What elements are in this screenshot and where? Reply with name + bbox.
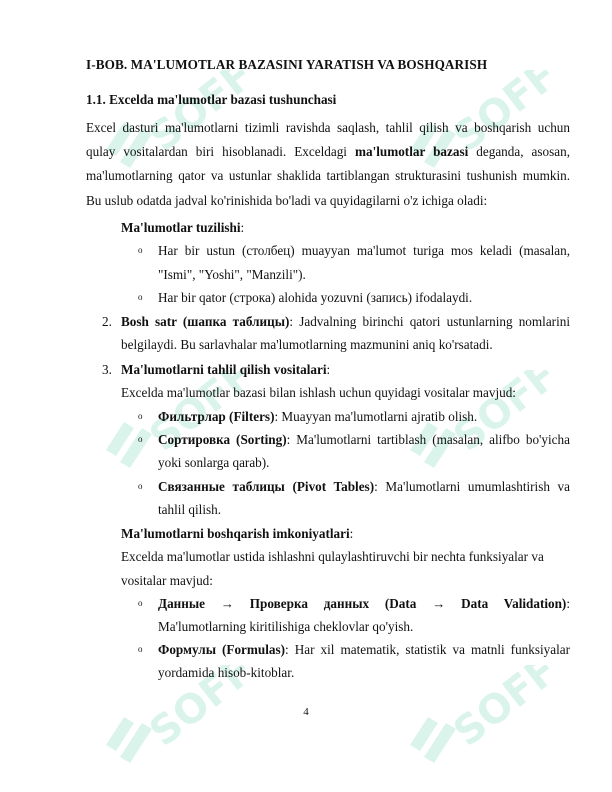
list-item-heading: [121, 522, 570, 546]
sub-bullet: [86, 286, 570, 309]
sub-bullet-term: Данные → Проверка данных (Data → Data Validation): [158, 595, 567, 611]
sub-bullet: [86, 239, 570, 285]
list-item: [86, 216, 570, 240]
sub-bullet-term: Фильтрлар (Filters): [158, 408, 275, 424]
sub-bullet-term: Сортировка (Sorting): [158, 432, 287, 448]
bullet-circle-icon: o: [138, 597, 143, 608]
svg-text:SOFF: SOFF: [141, 370, 246, 461]
sub-bullet: [86, 405, 570, 428]
intro-paragraph: [86, 116, 570, 213]
list-item-heading: [121, 358, 570, 382]
list-item-title: Ma'lumotlarni boshqarish imkoniyatlari: [121, 525, 350, 541]
sub-bullet-text: : Ma'lumotlarni umumlashtirish va tahlil qilish.: [158, 478, 570, 517]
sub-bullet: [86, 592, 570, 638]
list-item-text: [121, 310, 570, 357]
svg-text:SOFF: SOFF: [141, 70, 246, 161]
bullet-circle-icon: o: [138, 410, 143, 421]
list-number: 2.: [102, 313, 112, 329]
bullet-circle-icon: o: [138, 245, 143, 256]
list-item: [86, 310, 570, 357]
sub-bullet-text: Har bir qator (строка) alohida yozuvni (запись) ifodalaydi.: [158, 289, 473, 305]
svg-text:SOFF: SOFF: [445, 370, 550, 461]
list-number: 3.: [102, 361, 112, 377]
sub-bullet-text: : Ma'lumotlarni tartiblash (masalan, alifbo bo'yicha yoki sonlarga qarab).: [158, 432, 570, 471]
sub-bullet-term: Связанные таблицы (Pivot Tables): [158, 478, 375, 494]
bullet-circle-icon: o: [138, 434, 143, 445]
bullet-circle-icon: o: [138, 644, 143, 655]
document-body: [86, 54, 570, 685]
sub-bullet-text: : Muayyan ma'lumotlarni ajratib olish.: [274, 408, 478, 424]
list-item-suffix: :: [326, 361, 331, 377]
intro-bold-term: ma'lumotlar bazasi: [354, 144, 469, 160]
list-item-title: Ma'lumotlarni tahlil qilish vositalari: [121, 361, 327, 377]
section-title: 1.1. Excelda ma'lumotlar bazasi tushunchasi: [86, 92, 337, 107]
list-item: [86, 358, 570, 405]
page-number: 4: [303, 706, 309, 718]
bullet-circle-icon: o: [138, 480, 143, 491]
sub-bullet-term: Формулы (Formulas): [158, 642, 286, 658]
list-item-suffix: :: [349, 525, 354, 541]
list-item-intro: Excelda ma'lumotlar ustida ishlashni qulaylashtiruvchi bir nechta funksiyalar va vositalar mavjud:: [121, 549, 544, 588]
list-item-description: : Jadvalning birinchi qatori ustunlarning nomlarini belgilaydi. Bu sarlavhalar ma'lumotlarning mazmunini aniq ko'rsatadi.: [121, 313, 570, 353]
sub-bullet: [86, 475, 570, 521]
list-item-intro: Excelda ma'lumotlar bazasi bilan ishlash uchun quyidagi vositalar mavjud:: [121, 385, 516, 401]
bullet-circle-icon: o: [138, 291, 143, 302]
list-item-title: Ma'lumotlar tuzilishi: [121, 219, 241, 235]
svg-text:SOFF: SOFF: [141, 665, 246, 756]
intro-text-continued: deganda, asosan, ma'lumotlarning qator va ustunlar shaklida tartiblangan strukturasini tushunish mumkin. Bu uslub odatda jadval ko'rinishida bo'ladi va quyidagilarni o'z ichiga oladi:: [86, 144, 570, 208]
sub-bullet-text: Har bir ustun (столбец) muayyan ma'lumot turiga mos keladi (masalan, "Ismi", "Yoshi", "Manzili").: [158, 243, 570, 282]
svg-text:SOFF: SOFF: [445, 665, 550, 756]
list-item-heading: [121, 216, 570, 240]
list-item: [86, 522, 570, 546]
intro-text: Excel dasturi ma'lumotlarni tizimli ravishda saqlash, tahlil qilish va boshqarish uchun qulay vositalardan biri hisoblanadi. Exceldagi: [86, 120, 570, 160]
chapter-title: I-BOB. MA'LUMOTLAR BAZASINI YARATISH VA BOSHQARISH: [86, 57, 488, 72]
svg-text:SOFF: SOFF: [445, 70, 550, 161]
list-item-title: Bosh satr (шапка таблицы): [121, 313, 290, 329]
sub-bullet-text: : Har xil matematik, statistik va matnli funksiyalar yordamida hisob-kitoblar.: [158, 642, 571, 681]
sub-bullet: [86, 638, 570, 684]
list-item-suffix: :: [240, 219, 245, 235]
sub-bullet-text: : Ma'lumotlarning kiritilishiga cheklovlar qo'yish.: [158, 595, 570, 635]
sub-bullet: [86, 428, 570, 474]
